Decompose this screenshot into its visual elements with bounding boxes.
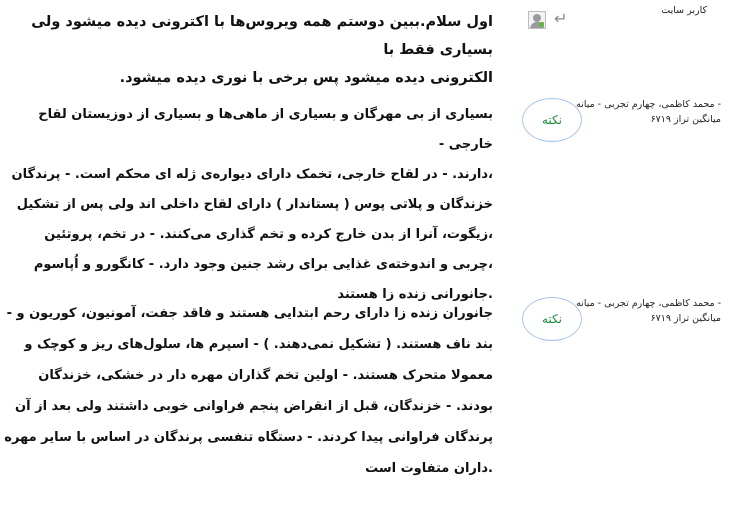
entry-3-text [0,298,493,484]
author-name: محمد کاظمی، چهارم تجربی - میانه - [576,298,721,309]
tip-badge: نکته [522,98,582,142]
text-line: جانوران زنده زا دارای رحم ابتدایی هستند و فاقد جفت، آمونیون، کوریون و - [6,306,493,321]
author-score: میانگین تراز ۶۷۱۹ [650,313,721,324]
tip-badge: نکته [522,297,582,341]
text-line: الکترونی دیده میشود پس برخی با نوری دیده میشود. [119,70,493,86]
text-line: ،دارند. - در لقاح خارجی، تخمک دارای دیواره‌ی ژله ای محکم است. - پرندگان [11,167,493,182]
text-line: بودند. - خزندگان، قبل از انقراض پنجم فراوانی خوبی داشتند ولی بعد از آن [15,399,493,414]
text-line: معمولا متحرک هستند. - اولین تخم گذاران مهره دار در خشکی، خزندگان [38,368,493,383]
author-score: میانگین تراز ۶۷۱۹ [650,114,721,125]
text-line: .داران متفاوت است [365,461,493,476]
user-avatar-icon [528,11,546,29]
entry-3-author [561,296,721,326]
author-name: محمد کاظمی، چهارم تجربی - میانه - [576,99,721,110]
text-line: .جانورانی زنده زا هستند [337,287,493,302]
text-line: بسیاری از بی مهرگان و بسیاری از ماهی‌ها و بسیاری از دوزیستان لقاح خارجی - [38,107,493,152]
text-line: بند ناف هستند. ( تشکیل نمی‌دهند. ) - اسپرم ها، سلول‌های ریز و کوچک و [24,337,493,352]
entry-2-text [0,100,493,310]
reply-arrow-icon[interactable]: ↵ [554,9,568,28]
text-line: ،زیگوت، آنرا از بدن خارج کرده و تخم گذاری می‌کنند. - در تخم، پروتئین [44,227,493,242]
text-line: ،چربی و اندوخته‌ی غذایی برای رشد جنین وجود دارد. - کانگورو و اُپاسوم [33,257,493,272]
text-line: خزندگان و پلاتی پوس ( پستاندار ) دارای لقاح داخلی اند ولی پس از تشکیل [16,197,493,212]
text-line: اول سلام.ببین دوستم همه ویروس‌ها با اکترونی دیده میشود ولی بسیاری فقط با [31,14,493,58]
entry-1-text [0,8,493,92]
entry-2-author [561,97,721,127]
entry-1-author: کاربر سایت [661,5,707,16]
text-line: پرندگان فراوانی پیدا کردند. - دستگاه تنفسی پرندگان در اساس با سایر مهره [4,430,493,445]
